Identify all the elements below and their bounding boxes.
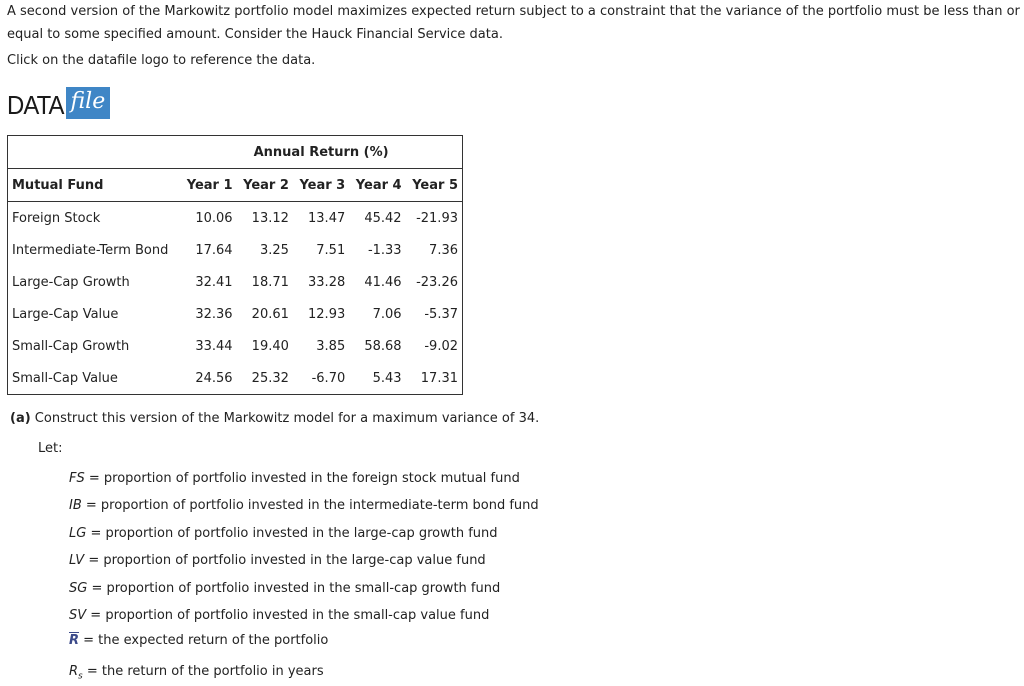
logo-file-text: file xyxy=(66,87,110,119)
table-group-header-row xyxy=(8,136,463,169)
column-header-year-3: Year 3 xyxy=(293,169,349,202)
column-header-year-1: Year 1 xyxy=(180,169,236,202)
table-row xyxy=(8,234,463,266)
definition-text: = proportion of portfolio invested in the large-cap growth fund xyxy=(86,525,498,541)
definition-text: = proportion of portfolio invested in the large-cap value fund xyxy=(84,553,486,569)
return-value: 13.12 xyxy=(251,210,289,226)
return-value: 13.47 xyxy=(308,210,346,226)
return-value: 5.43 xyxy=(372,370,402,386)
variable-name: SV xyxy=(69,607,87,623)
fund-name: Small-Cap Value xyxy=(12,370,118,386)
definition-item xyxy=(69,496,539,523)
return-value: -9.02 xyxy=(424,338,458,354)
return-value: -23.26 xyxy=(416,274,458,290)
return-value: 24.56 xyxy=(195,370,233,386)
part-a-prompt xyxy=(10,411,539,426)
definition-text: = proportion of portfolio invested in the foreign stock mutual fund xyxy=(84,471,520,486)
variable-name: LG xyxy=(69,525,87,541)
table-row xyxy=(8,266,463,298)
logo-data-text: DATA xyxy=(7,90,64,120)
intro-text: A second version of the Markowitz portfolio model maximizes expected return subject to a constraint that the variance of the portfolio must be less than or equal to some specified amount. Consider the Hauck Financial Service data. xyxy=(7,4,1020,42)
column-header-year-2: Year 2 xyxy=(237,169,293,202)
return-value: 12.93 xyxy=(308,306,346,322)
return-value: -21.93 xyxy=(416,210,458,226)
return-value: 32.36 xyxy=(195,306,233,322)
variable-name: IB xyxy=(69,498,82,514)
definition-text: = proportion of portfolio invested in the small-cap value fund xyxy=(86,607,490,623)
column-header-year-4: Year 4 xyxy=(349,169,405,202)
return-value: 17.64 xyxy=(195,242,233,258)
variable-definitions xyxy=(69,469,539,633)
definition-item xyxy=(69,469,539,496)
return-value: 7.06 xyxy=(372,306,402,322)
scenario-return-definition xyxy=(69,664,324,682)
table-column-header-row xyxy=(8,169,463,202)
return-value: 20.61 xyxy=(251,306,289,322)
definition-text: = the expected return of the portfolio xyxy=(79,633,329,648)
return-value: 17.31 xyxy=(420,370,458,386)
column-header-mutual-fund: Mutual Fund xyxy=(8,169,181,202)
definition-text: = the return of the portfolio in years xyxy=(82,664,324,679)
return-value: 41.46 xyxy=(364,274,402,290)
return-value: 3.85 xyxy=(316,338,346,354)
table-row xyxy=(8,202,463,235)
fund-name: Foreign Stock xyxy=(12,210,101,226)
definition-item xyxy=(69,579,539,606)
variable-name: SG xyxy=(69,580,88,596)
r-bar-symbol: $\overline{R}$ xyxy=(69,633,80,648)
return-value: 3.25 xyxy=(259,242,289,258)
return-value: 19.40 xyxy=(251,338,289,354)
variable-name: LV xyxy=(69,553,85,569)
definition-item xyxy=(69,524,539,551)
part-a-label: (a) xyxy=(10,411,31,426)
return-value: 45.42 xyxy=(364,210,402,226)
column-header-year-5: Year 5 xyxy=(406,169,463,202)
return-value: -6.70 xyxy=(311,370,346,386)
table-row xyxy=(8,330,463,362)
annual-return-header: Annual Return (%) xyxy=(180,136,462,169)
fund-name: Large-Cap Growth xyxy=(12,274,130,290)
return-value: 25.32 xyxy=(251,370,289,386)
return-value: 7.51 xyxy=(316,242,346,258)
return-value: 7.36 xyxy=(429,242,458,258)
return-value: 33.44 xyxy=(195,338,233,354)
return-value: 58.68 xyxy=(364,338,402,354)
definition-item xyxy=(69,551,539,578)
definition-item xyxy=(69,606,539,633)
return-value: -1.33 xyxy=(367,242,402,258)
r-subscript: s xyxy=(78,671,83,682)
expected-return-definition xyxy=(69,633,328,648)
fund-name: Intermediate-Term Bond xyxy=(12,242,169,258)
return-value: 33.28 xyxy=(308,274,346,290)
fund-name: Small-Cap Growth xyxy=(12,338,130,354)
return-value: 32.41 xyxy=(195,274,233,290)
return-value: 10.06 xyxy=(195,210,233,226)
table-row xyxy=(8,298,463,330)
return-value: 18.71 xyxy=(251,274,289,290)
table-row xyxy=(8,362,463,395)
click-note: Click on the datafile logo to reference the data. xyxy=(7,53,316,68)
part-a-text: Construct this version of the Markowitz model for a maximum variance of 34. xyxy=(34,411,540,426)
definition-text: = proportion of portfolio invested in the intermediate-term bond fund xyxy=(81,498,539,514)
let-label: Let: xyxy=(38,441,63,456)
r-symbol: R xyxy=(69,664,79,679)
annual-return-table xyxy=(7,135,463,395)
fund-name: Large-Cap Value xyxy=(12,306,119,322)
variable-name: FS xyxy=(69,471,85,486)
return-value: -5.37 xyxy=(424,306,458,322)
datafile-logo[interactable] xyxy=(7,85,110,119)
definition-text: = proportion of portfolio invested in the small-cap growth fund xyxy=(87,580,501,596)
